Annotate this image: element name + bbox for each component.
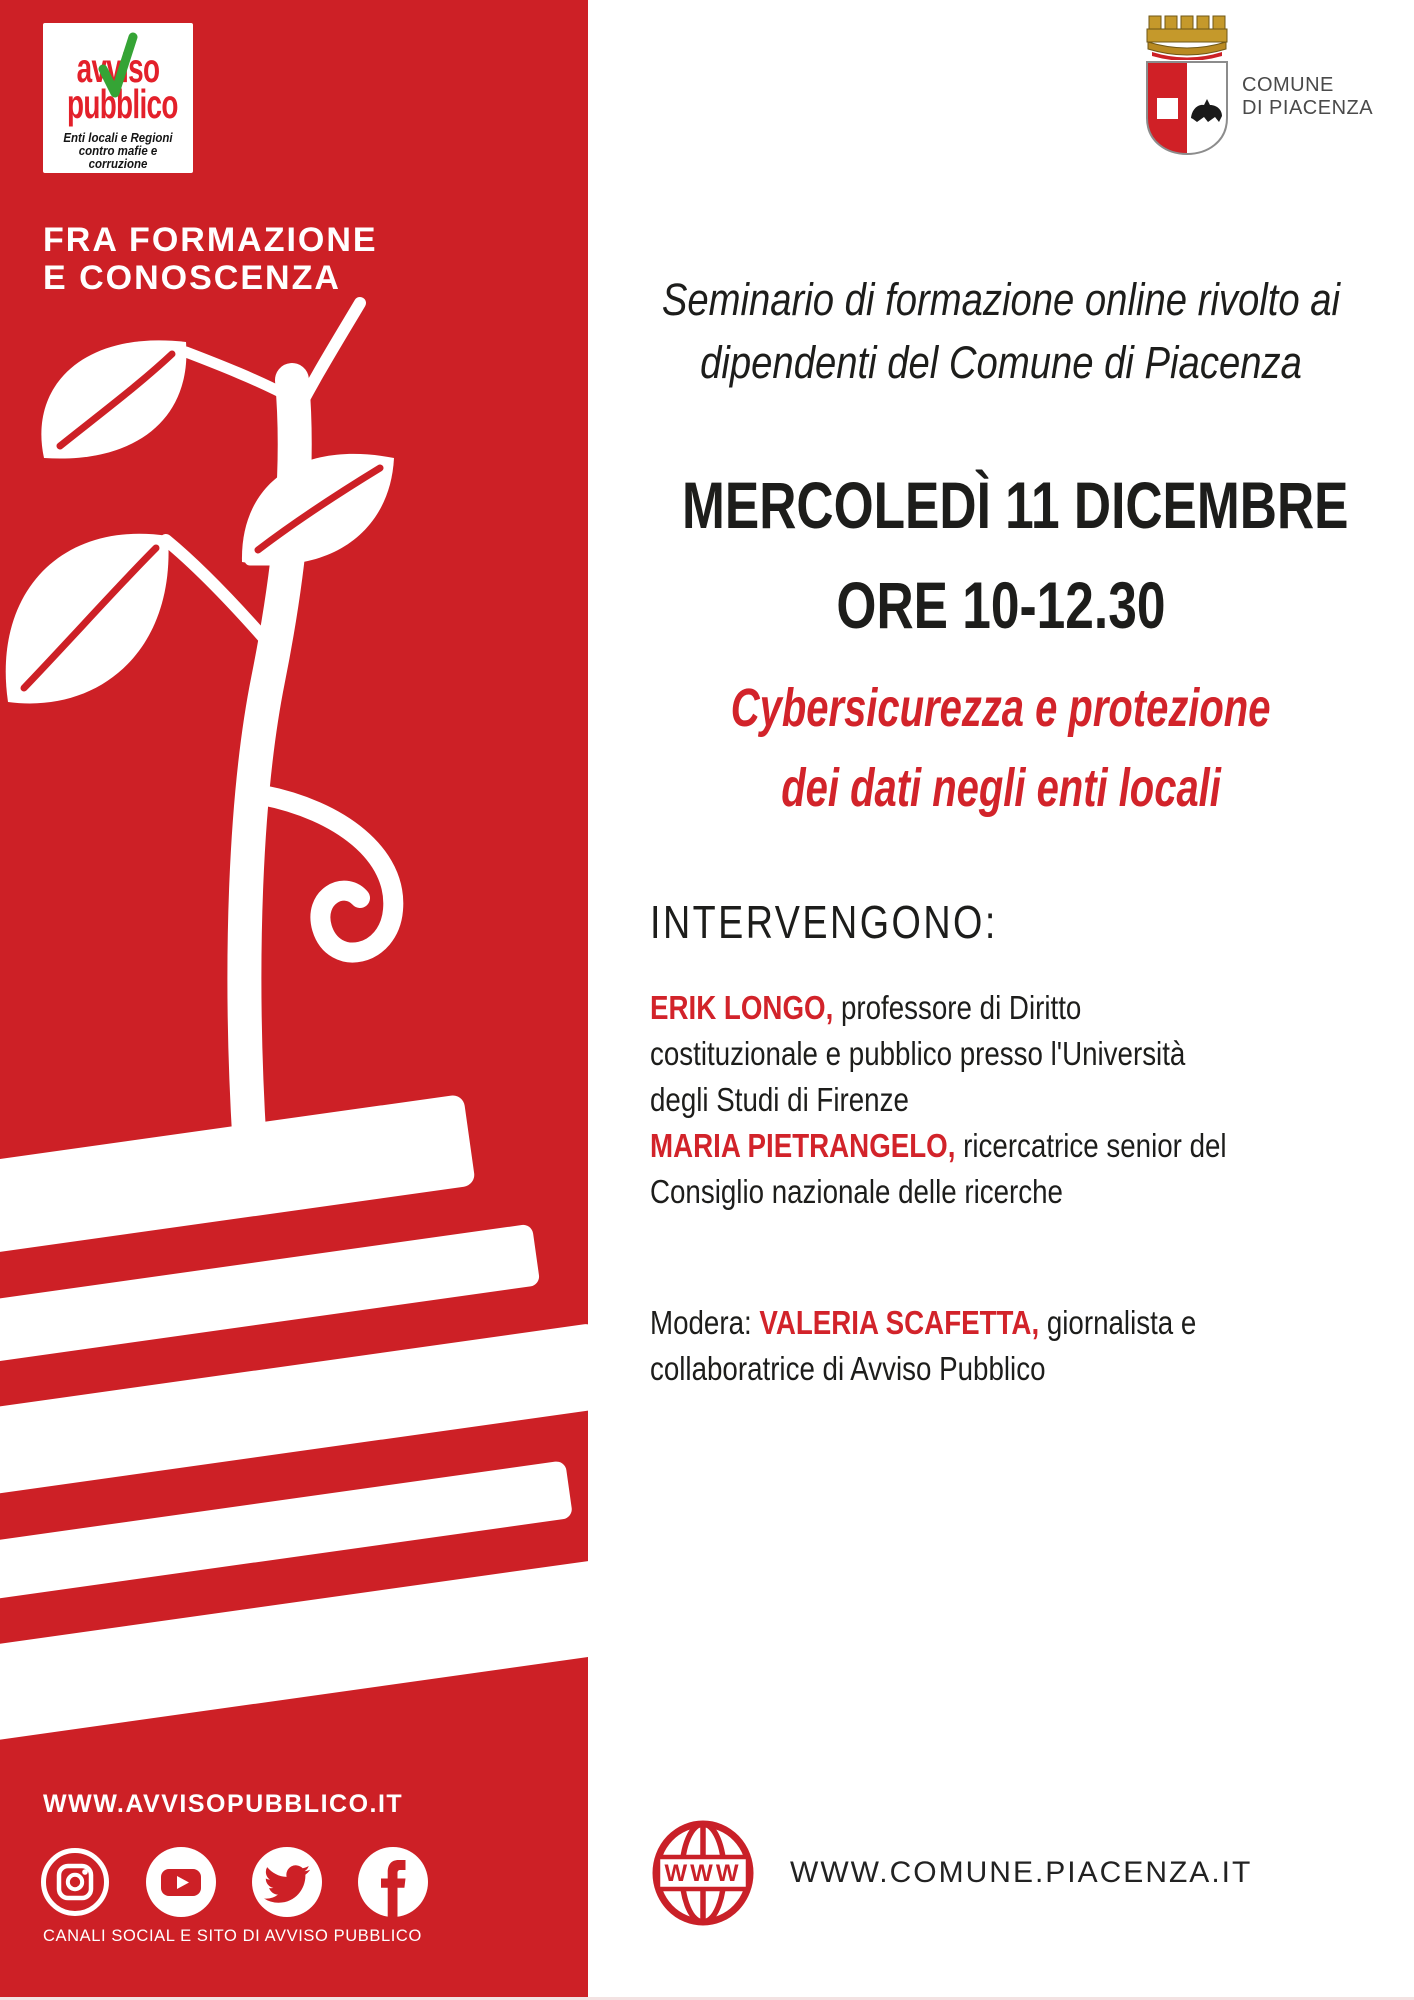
sidebar-headline bbox=[43, 221, 378, 297]
piacenza-website-link[interactable]: WWW.COMUNE.PIACENZA.IT bbox=[790, 1856, 1253, 1889]
avviso-pubblico-website-link[interactable]: WWW.AVVISOPUBBLICO.IT bbox=[43, 1790, 404, 1818]
piacenza-emblem bbox=[1144, 12, 1373, 156]
event-date: MERCOLEDÌ 11 DICEMBRE bbox=[681, 468, 1349, 542]
sidebar-headline-line1: FRA FORMAZIONE bbox=[43, 221, 378, 259]
logo-word-pubblico: pubblico bbox=[67, 81, 178, 127]
twitter-icon[interactable] bbox=[252, 1847, 322, 1917]
social-caption: CANALI SOCIAL E SITO DI AVVISO PUBBLICO bbox=[43, 1927, 422, 1945]
speakers-block bbox=[650, 985, 1238, 1215]
speakers-heading: INTERVENGONO: bbox=[650, 896, 998, 948]
speaker-description: professore di Diritto costituzionale e pubblico presso l'Università degli Studi di Firenze bbox=[650, 989, 1186, 1118]
logo-tagline-line1: Enti locali e Regioni bbox=[63, 131, 173, 145]
instagram-icon[interactable] bbox=[40, 1847, 110, 1917]
event-title-line1: Cybersicurezza e protezione bbox=[731, 678, 1271, 738]
event-title-line2: dei dati negli enti locali bbox=[781, 758, 1221, 818]
moderator-line bbox=[650, 1300, 1238, 1392]
speaker-description: ricercatrice senior del Consiglio nazionale delle ricerche bbox=[650, 1127, 1227, 1210]
speaker-item bbox=[650, 985, 1238, 1123]
speaker-name: MARIA PIETRANGELO, bbox=[650, 1127, 956, 1164]
logo-tagline-line2: contro mafie e corruzione bbox=[78, 144, 158, 171]
facebook-icon[interactable] bbox=[358, 1847, 428, 1917]
sidebar-headline-line2: E CONOSCENZA bbox=[43, 259, 341, 297]
footer bbox=[650, 1820, 1252, 1926]
sidebar bbox=[0, 0, 588, 2000]
event-title bbox=[588, 668, 1414, 828]
speaker-item bbox=[650, 1123, 1238, 1215]
globe-www-label: WWW bbox=[664, 1860, 742, 1887]
intro-line2: dipendenti del Comune di Piacenza bbox=[700, 337, 1302, 388]
logo-word-avviso: avviso bbox=[76, 45, 160, 91]
event-datetime bbox=[588, 455, 1414, 655]
intro-line1: Seminario di formazione online rivolto ai bbox=[661, 274, 1341, 325]
municipality-name-line2: DI PIACENZA bbox=[1242, 97, 1374, 119]
content-panel bbox=[588, 0, 1414, 2000]
municipality-name-line1: COMUNE bbox=[1242, 74, 1334, 96]
shield-icon bbox=[1145, 60, 1229, 156]
municipality-name bbox=[1242, 74, 1373, 156]
moderator-description: giornalista e collaboratrice di Avviso Pubblico bbox=[650, 1304, 1197, 1387]
intro-text bbox=[588, 268, 1414, 394]
moderator-prefix: Modera: bbox=[650, 1304, 760, 1341]
crown-icon bbox=[1144, 12, 1230, 60]
green-check-icon bbox=[95, 29, 139, 99]
social-icons-row bbox=[40, 1847, 428, 1917]
globe-www-icon bbox=[650, 1820, 756, 1926]
moderator-name: VALERIA SCAFETTA, bbox=[759, 1304, 1040, 1341]
youtube-icon[interactable] bbox=[146, 1847, 216, 1917]
sapling-books-illustration bbox=[0, 0, 588, 2000]
avviso-pubblico-logo bbox=[43, 23, 193, 173]
event-time: ORE 10-12.30 bbox=[836, 568, 1166, 642]
speaker-name: ERIK LONGO, bbox=[650, 989, 834, 1026]
